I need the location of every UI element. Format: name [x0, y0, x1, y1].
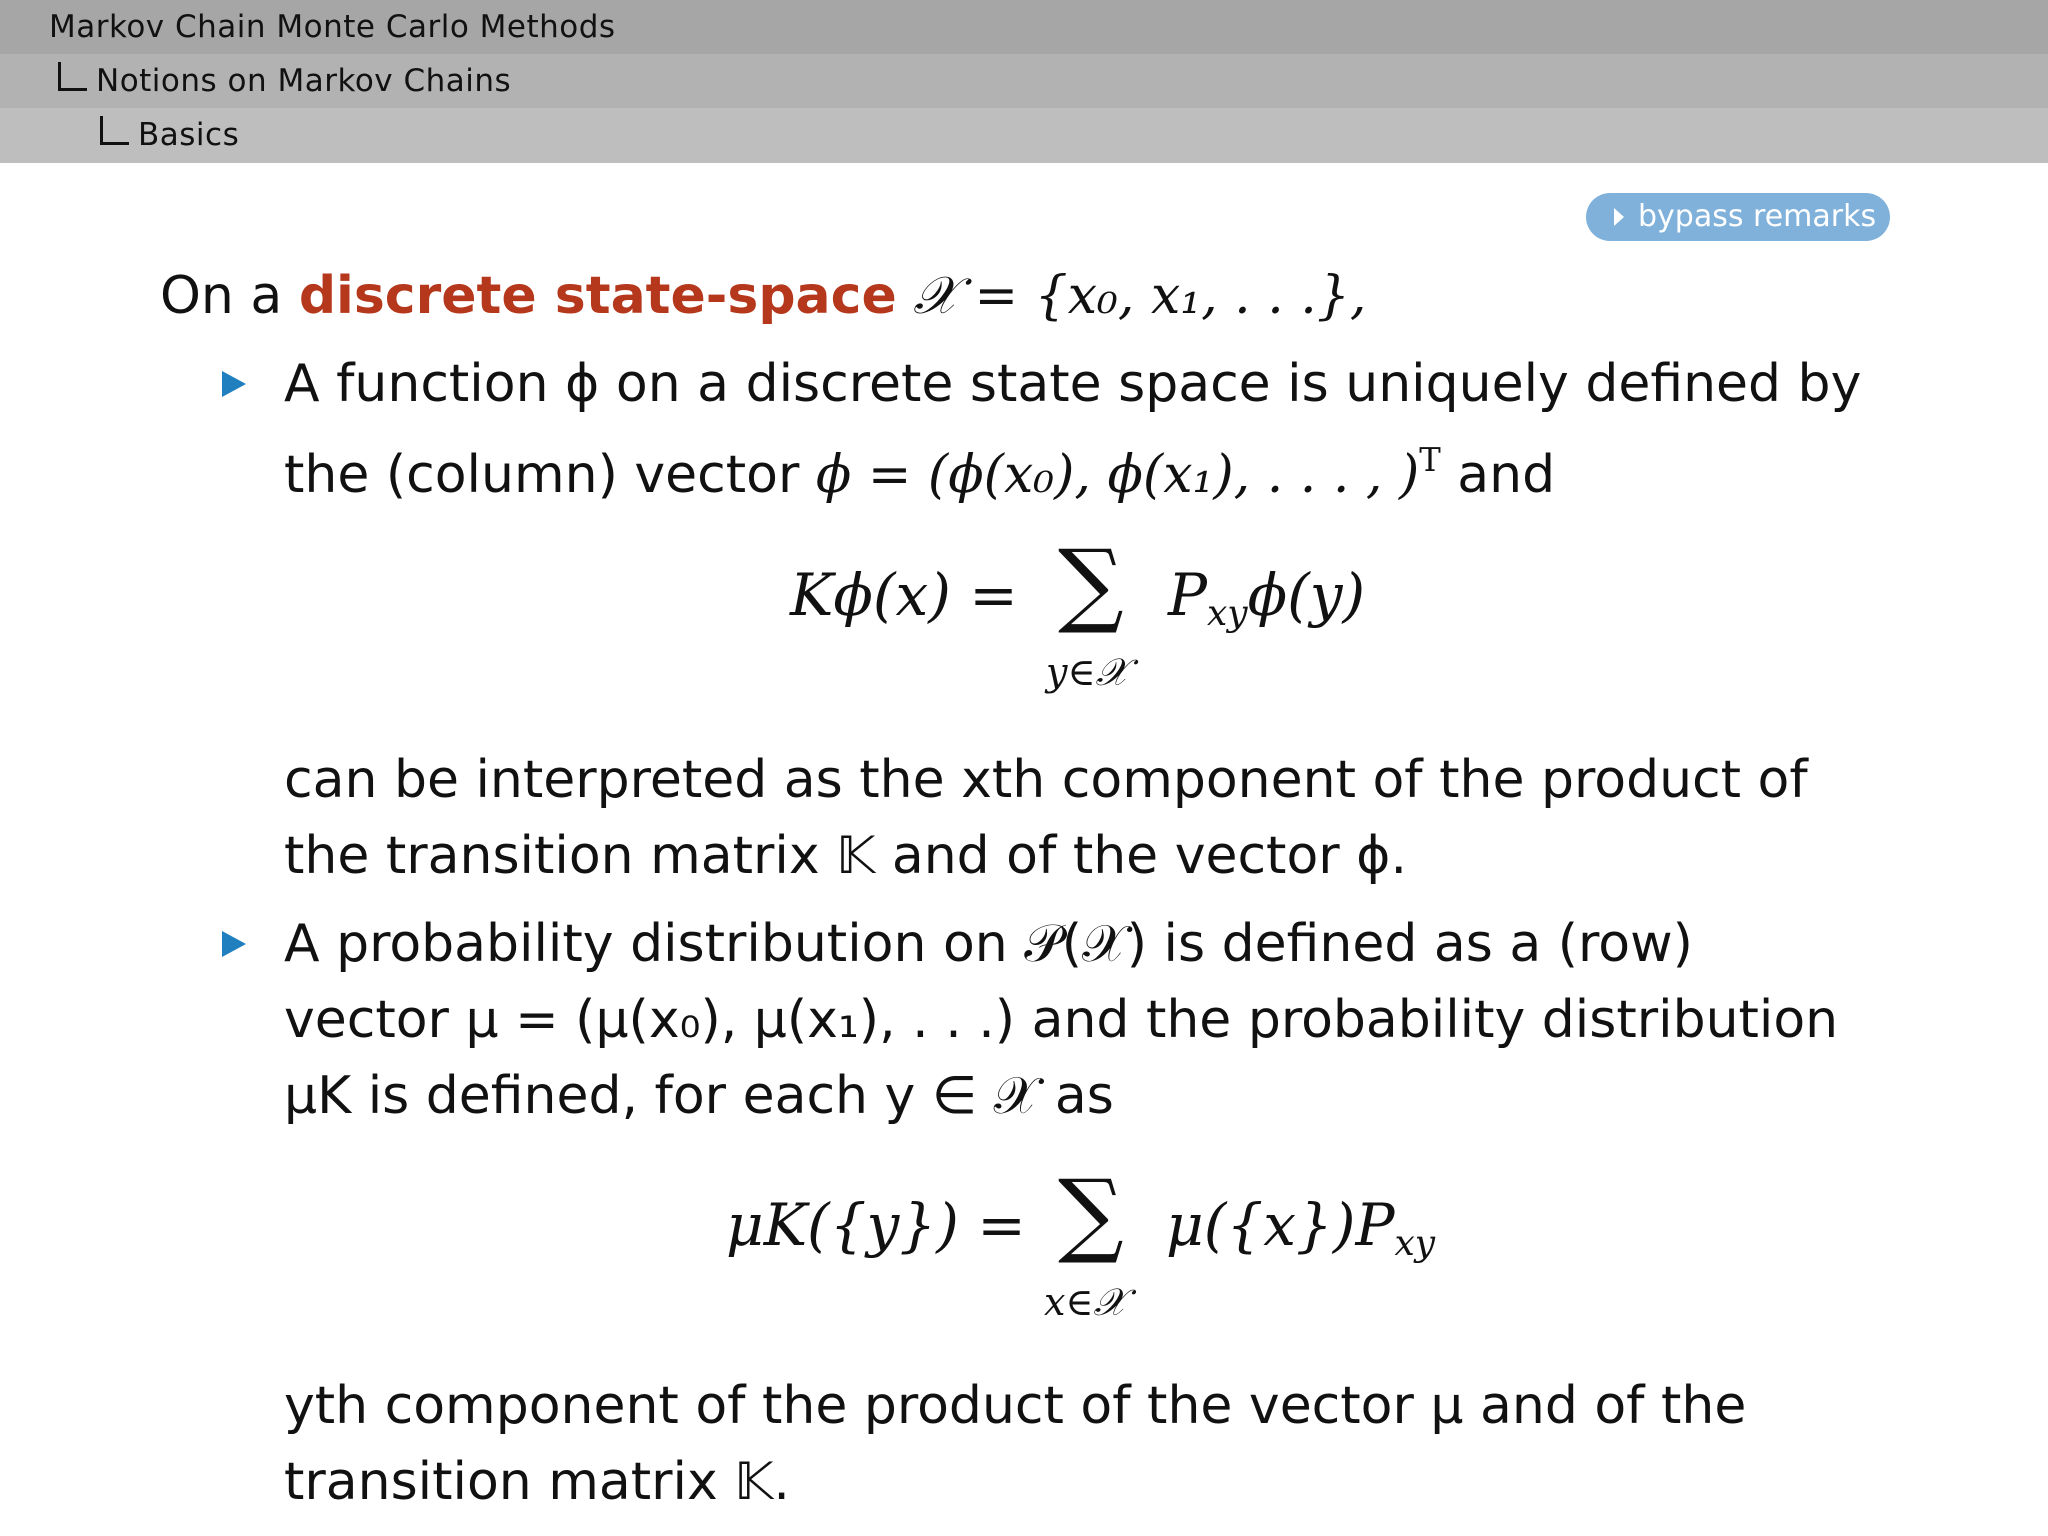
equation-mu-k-rhs: [1166, 1190, 1435, 1279]
header-section: Notions on Markov Chains: [96, 63, 512, 99]
eq2-rhs-sub: xy: [1394, 1223, 1436, 1265]
bypass-remarks-label: bypass remarks: [1638, 199, 1877, 234]
header-title-bar: [0, 0, 2048, 54]
eq1-rhs: P: [1168, 561, 1208, 629]
play-triangle-icon: [1614, 208, 1624, 226]
summation-icon: ∑: [1058, 530, 1124, 637]
bullet-2-line-3: μK is defined, for each y ∈ 𝒳 as: [284, 1066, 1114, 1126]
bullet-1-line-2-end: and: [1457, 444, 1556, 505]
eq1-rhs-sub: xy: [1207, 593, 1248, 635]
tree-connector-icon: [100, 116, 129, 145]
bullet-2-icon: [222, 931, 246, 957]
transpose-superscript: T: [1419, 441, 1441, 479]
tree-connector-icon: [58, 62, 87, 91]
bullet-1-line-2-text: the (column) vector: [284, 444, 800, 505]
bullet-2-line-1: A probability distribution on 𝒫(𝒳) is defined as a (row): [284, 914, 1693, 974]
eq2-lhs: μK({y}) =: [726, 1191, 1026, 1259]
phi-vector-math: ϕ = (ϕ(x₀), ϕ(x₁), . . . , ): [815, 444, 1420, 505]
intro-prefix: On a: [160, 266, 283, 326]
bullet-2-after-line-2: transition matrix 𝕂.: [284, 1452, 790, 1512]
eq1-lhs: Kϕ(x) =: [790, 561, 1018, 629]
equation-k-phi-lhs: [790, 560, 1018, 630]
header-section-bar: [0, 54, 2048, 108]
discrete-state-space-highlight: discrete state-space: [298, 266, 897, 326]
intro-math: 𝒳 = {x₀, x₁, . . .},: [913, 266, 1367, 326]
eq1-rhs-end: ϕ(y): [1247, 561, 1366, 629]
bullet-1-after-line-2: the transition matrix 𝕂 and of the vector ϕ.: [284, 826, 1408, 886]
header-subsection-bar: [0, 108, 2048, 163]
bullet-1-after-line-1: can be interpreted as the xth component of the product of: [284, 750, 1808, 810]
bullet-1-icon: [222, 371, 246, 397]
bullet-2-after-line-1: yth component of the product of the vector μ and of the: [284, 1376, 1747, 1436]
summation-icon: ∑: [1058, 1160, 1124, 1267]
header-title: Markov Chain Monte Carlo Methods: [49, 9, 616, 45]
bullet-1-line-1: A function ϕ on a discrete state space is uniquely defined by: [284, 354, 1862, 414]
equation-k-phi-rhs: [1168, 560, 1365, 649]
bullet-2-line-2: vector μ = (μ(x₀), μ(x₁), . . .) and the probability distribution: [284, 990, 1839, 1050]
intro-line: [160, 264, 1366, 328]
equation-mu-k-lhs: [726, 1190, 1026, 1260]
bypass-remarks-button[interactable]: [1586, 193, 1890, 241]
bullet-1-line-2: [284, 428, 1555, 507]
header-subsection: Basics: [138, 117, 240, 153]
eq2-sum-index: x∈𝒳: [1044, 1280, 1127, 1324]
eq2-rhs: μ({x})P: [1166, 1191, 1395, 1259]
eq1-sum-index: y∈𝒳: [1046, 650, 1129, 694]
